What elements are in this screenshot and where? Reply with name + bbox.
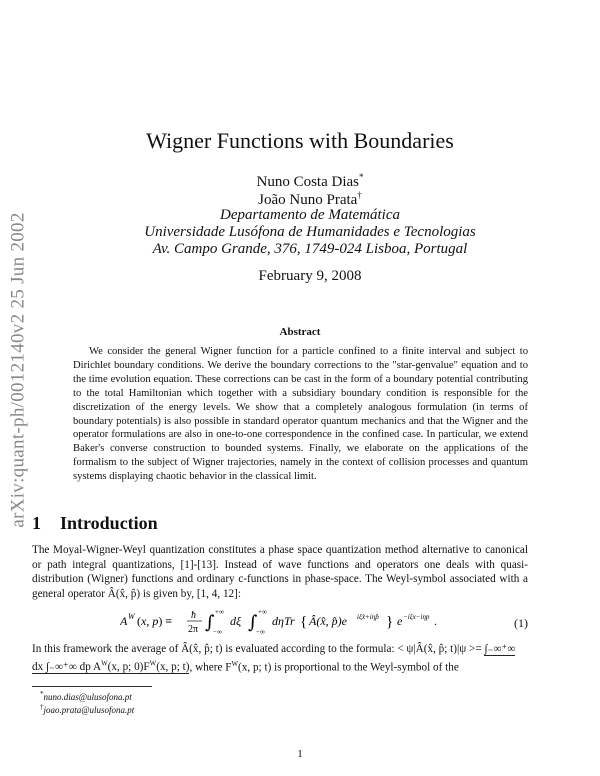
svg-text:A: A bbox=[120, 614, 128, 628]
svg-text:{: { bbox=[300, 614, 308, 630]
weyl-symbol-formula bbox=[120, 606, 500, 636]
author-2: João Nuno Prata† bbox=[258, 190, 362, 208]
affiliation-university: Universidade Lusófona de Humanidades e Tecnologias bbox=[144, 224, 476, 240]
svg-text:e: e bbox=[397, 614, 403, 628]
svg-text:Â(x̂, p̂)e: Â(x̂, p̂)e bbox=[309, 614, 347, 628]
equation-1 bbox=[120, 606, 528, 636]
section-number: 1 bbox=[32, 513, 41, 533]
svg-text:iξx̂+iηp̂: iξx̂+iηp̂ bbox=[357, 613, 379, 621]
paper-title: Wigner Functions with Boundaries bbox=[146, 128, 454, 153]
section-title: Introduction bbox=[60, 513, 158, 533]
arxiv-sidebar bbox=[2, 195, 36, 545]
svg-text:−iξx−iηp: −iξx−iηp bbox=[403, 613, 430, 621]
equation-number: (1) bbox=[514, 616, 528, 630]
abstract-heading: Abstract bbox=[279, 326, 321, 338]
page-number: 1 bbox=[297, 748, 303, 760]
abstract-text: We consider the general Wigner function for a particle confined to a finite interval and subject to Dirichlet boundary conditions. We derive the boundary corrections to the "star-genvalue" equation and to the time evolution equation. These corrections can be cast in the form of a boundary potential contributing to the total Hamiltonian which together with a subsidiary boundary condition is responsible for the discretization of the energy levels. We show that a completely analogous formulation (in terms of boundary potentials) is also possible in standard operator quantum mechanics and that the Wigner and the operator formulations are also in one-to-one correspondence in the confined case. In particular, we extend Baker's converse construction to bounded systems. Finally, we elaborate on the applications of the formalism to the subject of Wigner trajectories, namely in the context of collision processes and quantum systems displaying chaotic behavior in the classical limit. bbox=[73, 346, 528, 483]
svg-text:dηTr: dηTr bbox=[272, 614, 295, 628]
svg-text:−∞: −∞ bbox=[213, 628, 222, 636]
svg-text:.: . bbox=[434, 614, 437, 628]
author-1: Nuno Costa Dias* bbox=[256, 172, 364, 190]
svg-text:W: W bbox=[128, 612, 135, 621]
svg-text:dξ: dξ bbox=[230, 614, 242, 628]
section-heading bbox=[32, 513, 158, 534]
footnote-2: †joao.prata@ulusofona.pt bbox=[40, 703, 135, 715]
svg-text:}: } bbox=[386, 614, 394, 630]
footnote-1: *nuno.dias@ulusofona.pt bbox=[40, 690, 132, 702]
paper-date: February 9, 2008 bbox=[258, 268, 362, 284]
arxiv-id: arXiv:quant-ph/0012140v2 25 Jun 2002 bbox=[8, 212, 29, 528]
svg-text:(x, p) ≡: (x, p) ≡ bbox=[137, 614, 173, 628]
affiliation-address: Av. Campo Grande, 376, 1749-024 Lisboa, Portugal bbox=[152, 241, 468, 257]
svg-text:∫: ∫ bbox=[248, 612, 258, 633]
svg-text:ħ: ħ bbox=[191, 610, 196, 621]
svg-text:∫: ∫ bbox=[205, 612, 215, 633]
svg-text:2π: 2π bbox=[188, 624, 199, 635]
svg-text:+∞: +∞ bbox=[258, 608, 267, 616]
svg-text:−∞: −∞ bbox=[256, 628, 265, 636]
intro-paragraph-2: In this framework the average of Â(x̂, p̂; t) is evaluated according to the formula: < ψ|Â(x̂, p̂; t)|ψ >= ∫₋∞⁺∞ dx ∫₋∞⁺∞ dp $A^W(x$, p; $0)F^W(x$, p; t), where $F^W(x$, p; t) is proportional to the Weyl-symbol of the bbox=[32, 643, 516, 674]
affiliation-dept: Departamento de Matemática bbox=[220, 207, 400, 223]
intro-paragraph-1: The Moyal-Wigner-Weyl quantization constitutes a phase space quantization method alternative to canonical or path integral quantizations, [1]-[13]. Instead of wave functions and operators one deals with quasi-distribution (Wigner) functions and ordinary c-functions in phase-space. The Weyl-symbol associated with a general operator Â(x̂, p̂) is given by, [1, 4, 12]: bbox=[32, 544, 528, 600]
svg-text:+∞: +∞ bbox=[215, 608, 224, 616]
footnote-rule bbox=[32, 686, 152, 687]
